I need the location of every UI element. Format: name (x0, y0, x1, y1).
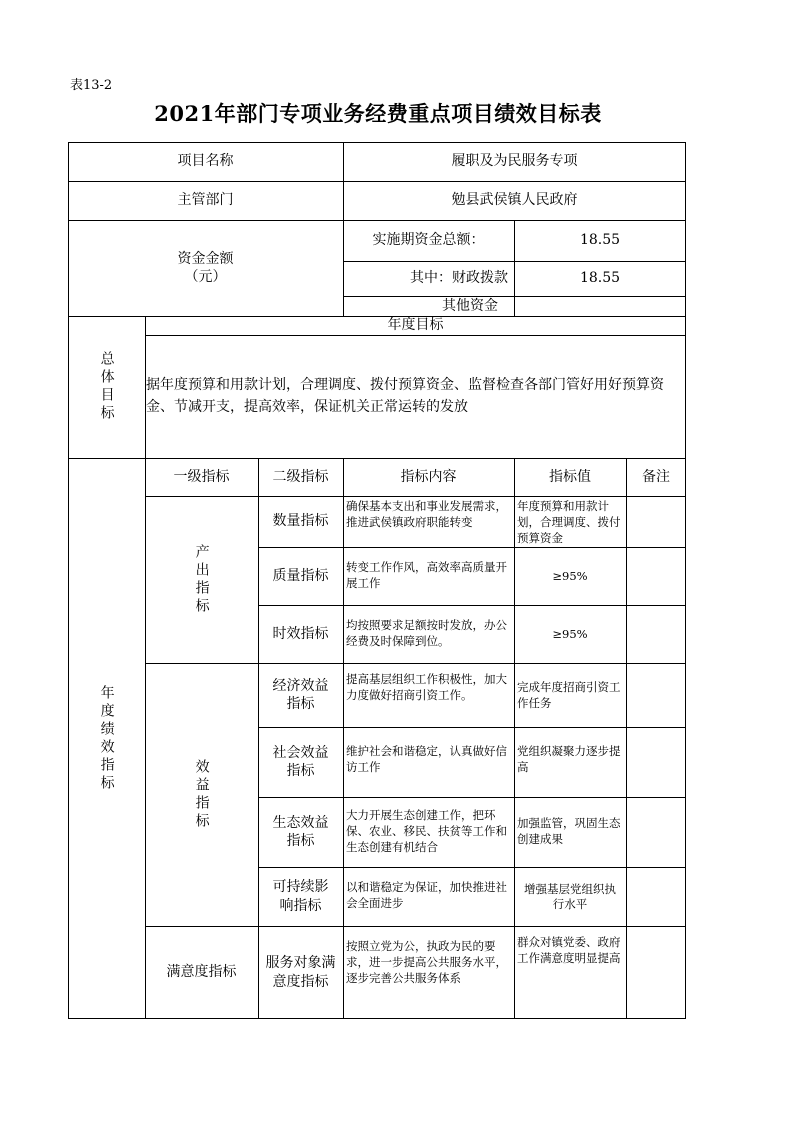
row-8-value: 群众对镇党委、政府工作满意度明显提高 (517, 935, 621, 966)
funds-label: 资金金额 (177, 250, 234, 267)
funds-label-cell (68, 220, 343, 316)
row-3-level2: 时效指标 (272, 625, 329, 642)
row-4-level2: 经济效益指标 (272, 677, 329, 712)
row-5-level2: 社会效益指标 (272, 744, 329, 779)
row-5-value: 党组织凝聚力逐步提高 (517, 744, 621, 775)
dept-label: 主管部门 (177, 192, 234, 209)
row-6-value: 加强监管，巩固生态创建成果 (517, 816, 621, 847)
row-8-content: 按照立党为公，执政为民的要求，进一步提高公共服务水平，逐步完善公共服务体系 (346, 939, 507, 986)
row-2-value: ≥95% (552, 568, 588, 583)
group-output: 产出指标 (193, 543, 210, 616)
total-value: 18.55 (579, 232, 621, 249)
other-label: 其他资金 (442, 297, 498, 314)
group-output-cell (145, 496, 258, 663)
group-benefit: 效益指标 (193, 758, 210, 831)
row-1-content: 确保基本支出和事业发展需求，推进武侯镇政府职能转变 (346, 499, 507, 530)
header-value: 指标值 (549, 468, 591, 485)
header-level1: 一级指标 (173, 468, 230, 485)
row-2-content: 转变工作作风，高效率高质量开展工作 (346, 560, 507, 591)
header-content: 指标内容 (400, 468, 457, 485)
table-id: 表13-2 (70, 78, 113, 93)
row-1-value: 年度预算和用款计划，合理调度、拨付预算资金 (517, 499, 621, 546)
header-note: 备注 (642, 468, 670, 485)
project-name-label: 项目名称 (177, 153, 234, 170)
row-7-level2: 可持续影响指标 (272, 879, 329, 914)
overall-goal-label-cell (68, 316, 145, 458)
fiscal-value: 18.55 (579, 270, 621, 287)
row-7-content: 以和谐稳定为保证，加快推进社会全面进步 (346, 880, 507, 911)
group-benefit-cell (145, 663, 258, 926)
row-6-content: 大力开展生态创建工作，把环保、农业、移民、扶贫等工作和生态创建有机结合 (346, 808, 507, 855)
header-level2: 二级指标 (272, 468, 329, 485)
dept-value: 勉县武侯镇人民政府 (451, 192, 578, 209)
row-1-level2: 数量指标 (272, 513, 329, 530)
project-name-value: 履职及为民服务专项 (451, 153, 578, 170)
perf-label-cell (68, 458, 145, 1019)
overall-goal-label: 总体目标 (98, 351, 115, 423)
total-label: 实施期资金总额： (372, 232, 485, 249)
row-3-content: 均按照要求足额按时发放，办公经费及时保障到位。 (346, 618, 507, 649)
annual-goal-label: 年度目标 (387, 317, 444, 334)
row-5-content: 维护社会和谐稳定，认真做好信访工作 (346, 744, 507, 775)
row-7-value: 增强基层党组织执行水平 (524, 881, 616, 911)
group-satisfaction: 满意度指标 (166, 964, 237, 981)
row-4-value: 完成年度招商引资工作任务 (517, 680, 621, 711)
fiscal-label: 其中：财政拨款 (410, 270, 508, 287)
page-title: 2021年部门专项业务经费重点项目绩效目标表 (154, 101, 602, 126)
row-3-value: ≥95% (552, 626, 588, 641)
funds-unit: （元） (184, 269, 227, 285)
row-2-level2: 质量指标 (272, 567, 329, 584)
row-4-content: 提高基层组织工作积极性，加大力度做好招商引资工作。 (346, 672, 507, 703)
row-6-level2: 生态效益指标 (272, 814, 329, 849)
perf-label: 年度绩效指标 (98, 684, 115, 793)
annual-goal-text: 据年度预算和用款计划，合理调度、拨付预算资金、监督检查各部门管好用好预算资金、节减开支，提高效率，保证机关正常运转的发放 (146, 377, 664, 415)
row-8-level2: 服务对象满意度指标 (265, 955, 336, 990)
